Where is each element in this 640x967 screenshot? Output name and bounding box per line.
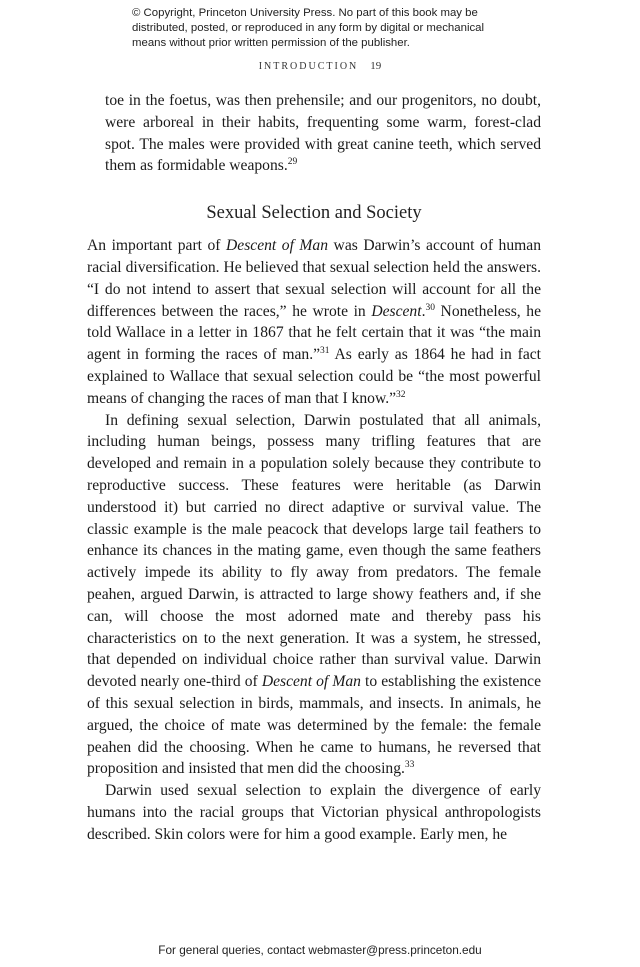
copyright-line: © Copyright, Princeton University Press. No part of this book may be <box>132 7 478 19</box>
note-ref: 30 <box>425 302 435 313</box>
footer-contact: For general queries, contact webmaster@press.princeton.edu <box>158 943 482 957</box>
note-ref: 33 <box>404 760 415 771</box>
copyright-line: distributed, posted, or reproduced in any form by digital or mechanical <box>132 22 485 34</box>
paragraph: An important part of Descent of Man was Darwin’s account of human racial diversification. He believed that sexual selection held the answers. “I do not intend to assert that sexual selection will account for all the differences between the races,” he wrote in Descent.$^{30}$ Nonetheless, he told Wallace in a letter in 1867 that he felt certain that it was “the main agent in forming the races of man.”$^{31}$ As early as 1864 he had in fact explained to Wallace that sexual selection could be “the most powerful means of changing the races of man that I know.”$^{32}$ <box>87 237 541 407</box>
paragraph: Darwin used sexual selection to explain the divergence of early humans into the racial groups that Victorian physical anthropologists described. Skin colors were for him a good example. Early men, he <box>87 782 541 843</box>
section-heading: Sexual Selection and Society <box>206 203 422 224</box>
page-number: 19 <box>370 60 382 72</box>
note-ref: 32 <box>396 389 406 400</box>
running-head <box>0 60 640 72</box>
running-head-section: INTRODUCTION <box>258 61 359 72</box>
note-ref: 29 <box>287 157 298 168</box>
note-ref: 31 <box>320 346 330 357</box>
body-text <box>87 90 541 846</box>
paragraph: In defining sexual selection, Darwin postulated that all animals, including human beings, possess many trifling features that are developed and remain in a population solely because they contribute to reproductive success. These features were heritable (as Darwin understood it) but carried no direct adaptive or survival value. The classic example is the male peacock that develops large tail feathers to enhance its chances in the mating game, even though the same feathers actively impede its ability to fly away from predators. The female peahen, argued Darwin, is attracted to large showy feathers and, if she can, will choose the most adorned mate and thereby pass his characteristics on to the next generation. It was a system, he stressed, that depended on individual choice rather than survival value. Darwin devoted nearly one-third of Descent of Man to establishing the existence of this sexual selection in birds, mammals, and insects. In animals, he argued, the choice of mate was determined by the female: the female peahen did the choosing. When he came to humans, he reversed that proposition and insisted that men did the choosing.$^{33}$ <box>87 411 541 778</box>
copyright-line: means without prior written permission of the publisher. <box>132 37 410 49</box>
copyright-notice <box>132 6 532 51</box>
block-quote: toe in the foetus, was then prehensile; and our progenitors, no doubt, were arboreal in their habits, frequenting some warm, forest-clad spot. The males were provided with great canine teeth, which served them as formidable weapons.$^{29}$ <box>105 92 541 175</box>
